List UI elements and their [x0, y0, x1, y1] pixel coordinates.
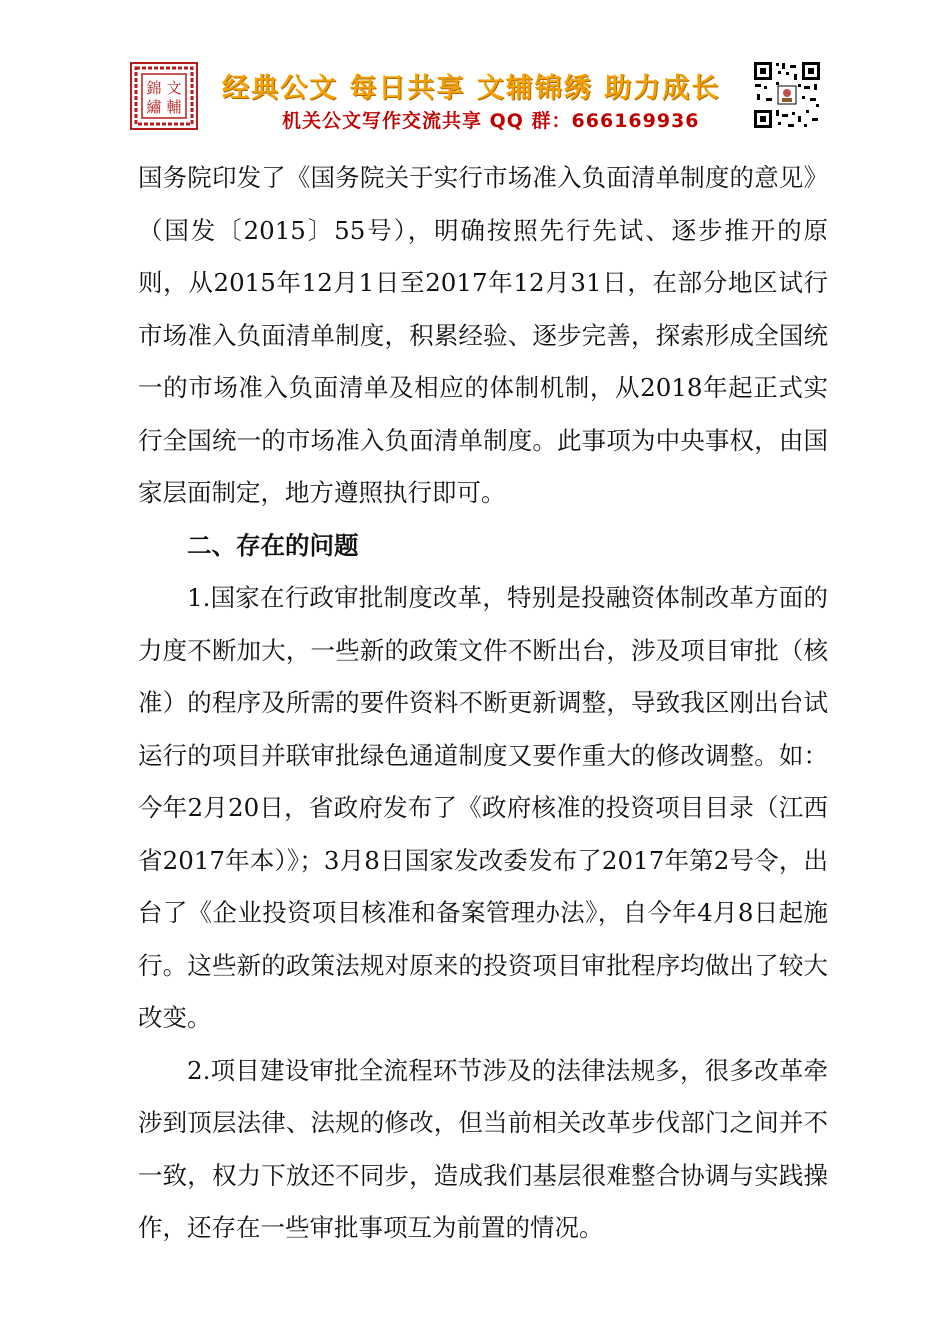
- document-body: [138, 152, 828, 1255]
- svg-text:輔: 輔: [166, 98, 182, 116]
- paragraph: 2.项目建设审批全流程环节涉及的法律法规多，很多改革牵涉到顶层法律、法规的修改，但当前相关改革步伐部门之间并不一致，权力下放还不同步，造成我们基层很难整合协调与实践操作，还存在一些审批事项互为前置的情况。: [138, 1055, 828, 1242]
- svg-text:繡: 繡: [146, 98, 162, 116]
- svg-text:錦: 錦: [146, 79, 162, 97]
- qq-group-text: 机关公文写作交流共享 QQ 群：666169936: [282, 110, 700, 132]
- paragraph: 国务院印发了《国务院关于实行市场准入负面清单制度的意见》（国发〔2015〕55号），明确按照先行先试、逐步推开的原则，从2015年12月1日至2017年12月31日，在部分地区试行市场准入负面清单制度，积累经验、逐步完善，探索形成全国统一的市场准入负面清单及相应的体制机制，从2018年起正式实行全国统一的市场准入负面清单制度。此事项为中央事权，由国家层面制定，地方遵照执行即可。: [138, 163, 828, 507]
- seal-logo: [130, 62, 198, 130]
- header-banner: [130, 60, 822, 140]
- svg-text:文: 文: [166, 79, 182, 97]
- slogan-text: 经典公文 每日共享 文辅锦绣 助力成长: [222, 73, 721, 104]
- paragraph: 1.国家在行政审批制度改革，特别是投融资体制改革方面的力度不断加大，一些新的政策文件不断出台，涉及项目审批（核准）的程序及所需的要件资料不断更新调整，导致我区刚出台试运行的项目并联审批绿色通道制度又要作重大的修改调整。如：今年2月20日，省政府发布了《政府核准的投资项目目录（江西省2017年本）》；3月8日国家发改委发布了2017年第2号令，出台了《企业投资项目核准和备案管理办法》，自今年4月8日起施行。这些新的政策法规对原来的投资项目审批程序均做出了较大改变。: [138, 583, 828, 1032]
- section-heading: 二、存在的问题: [187, 530, 359, 560]
- qr-code-icon: [752, 60, 822, 130]
